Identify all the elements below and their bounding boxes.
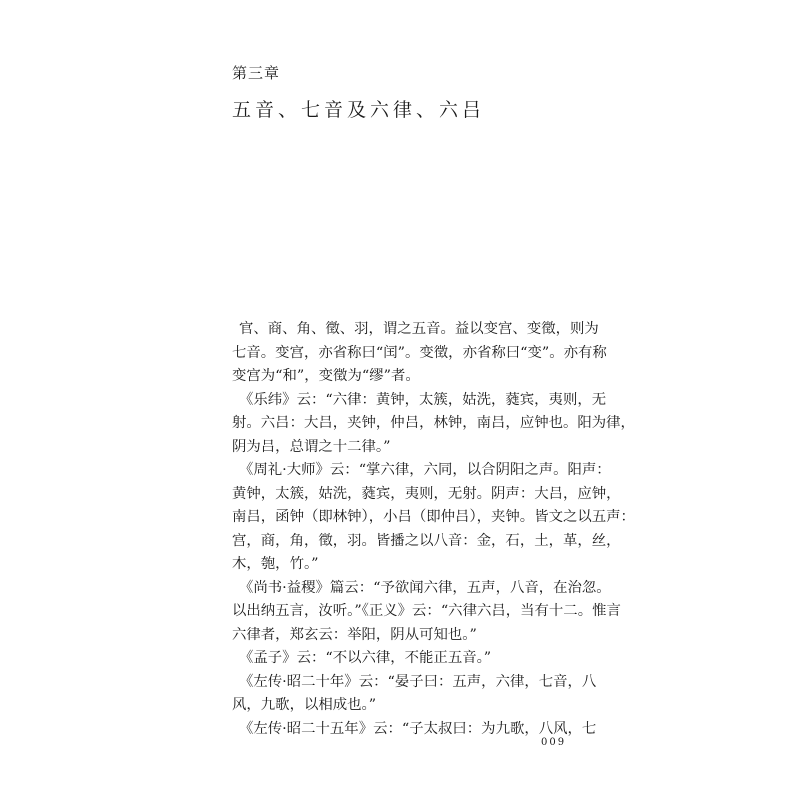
text-line: 《左传·昭二十五年》云：“子太叔曰：为九歌，八风，七 — [239, 720, 597, 737]
page-number: 009 — [541, 737, 567, 748]
text-line: 《左传·昭二十年》云：“晏子曰：五声，六律，七音，八 — [239, 673, 597, 690]
chapter-label: 第三章 — [232, 64, 281, 82]
text-line: 六律者，郑玄云：举阳，阴从可知也。” — [232, 626, 477, 643]
text-line: 以出纳五言，汝听。”《正义》云：“六律六吕，当有十二。惟言 — [232, 603, 621, 619]
body-text — [232, 318, 635, 741]
text-line: 变宫为“和”，变徵为“缪”者。 — [232, 368, 420, 384]
text-line: 《周礼·大师》云：“掌六律，六同，以合阴阳之声。阳声： — [239, 462, 611, 478]
text-line: 《尚书·益稷》篇云：“予欲闻六律，五声，八音，在治忽。 — [239, 579, 611, 596]
chapter-title: 五音、七音及六律、六吕 — [232, 99, 486, 121]
text-line: 官、商、角、徵、羽，谓之五音。益以变宫、变徵，则为 — [239, 321, 599, 337]
text-line: 宫，商，角，徵，羽。皆播之以八音：金，石，土，革，丝， — [232, 532, 621, 549]
text-line: 《乐纬》云：“六律：黄钟，太簇，姑洗，蕤宾，夷则，无 — [239, 391, 607, 408]
text-line: 风，九歌，以相成也。” — [232, 697, 377, 713]
text-line: 阴为吕，总谓之十二律。” — [232, 438, 391, 455]
text-line: 南吕，函钟（即林钟），小吕（即仲吕），夹钟。皆文之以五声： — [232, 509, 635, 525]
text-line: 七音。变宫，亦省称曰“闰”。变徵，亦省称曰“变”。亦有称 — [232, 344, 607, 361]
text-line: 木，匏，竹。” — [232, 556, 319, 572]
text-line: 黄钟，太簇，姑洗，蕤宾，夷则，无射。阴声：大吕，应钟， — [232, 485, 621, 502]
text-line: 《孟子》云：“不以六律，不能正五音。” — [239, 650, 492, 666]
text-line: 射。六吕：大吕，夹钟，仲吕，林钟，南吕，应钟也。阳为律， — [232, 415, 635, 431]
